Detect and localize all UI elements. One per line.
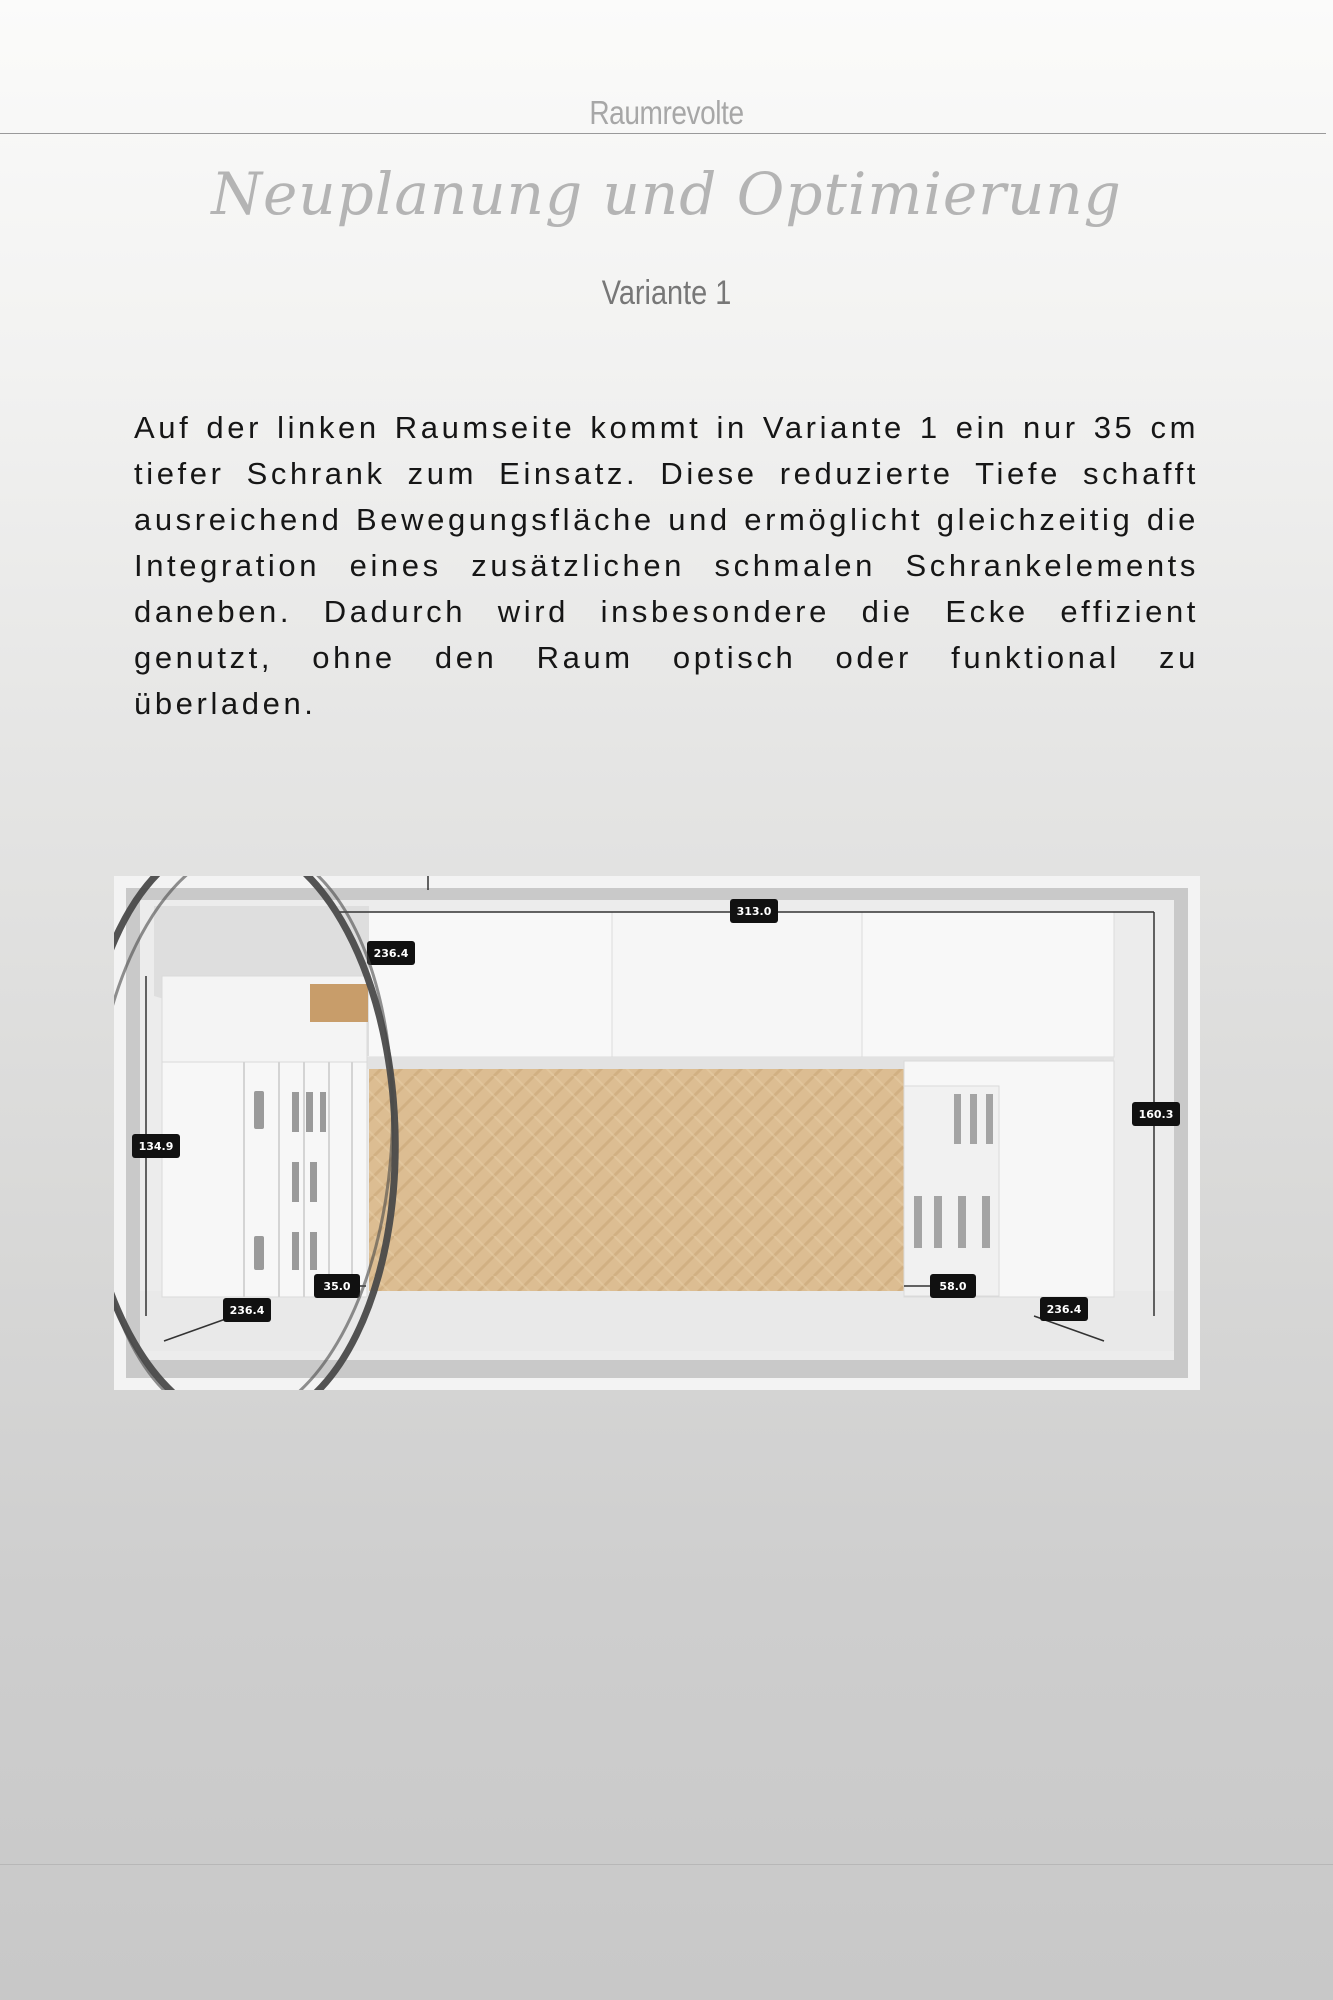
floorplan-rendering (114, 876, 1200, 1390)
right-shelf-unit (904, 1086, 999, 1296)
svg-text:160.3: 160.3 (1138, 1108, 1174, 1121)
variant-subtitle: Variante 1 (601, 274, 732, 312)
dim-label-left-cabinet-depth (314, 1274, 360, 1298)
dim-label-right-cabinet-depth (930, 1274, 976, 1298)
top-cabinet-2 (612, 912, 862, 1057)
svg-text:236.4: 236.4 (1046, 1303, 1082, 1316)
svg-text:134.9: 134.9 (138, 1140, 174, 1153)
svg-text:313.0: 313.0 (736, 905, 772, 918)
svg-text:35.0: 35.0 (323, 1280, 351, 1293)
footer-divider (0, 1864, 1333, 1865)
floor-front-strip (140, 1291, 1174, 1351)
dim-label-left-height (132, 1134, 180, 1158)
svg-text:58.0: 58.0 (939, 1280, 967, 1293)
dim-label-left-bottom-depth (223, 1298, 271, 1322)
description-paragraph: Auf der linken Raumseite kommt in Variante 1 ein nur 35 cm tiefer Schrank zum Einsatz. Diese reduzierte Tiefe schafft ausreichend Bewegungsfläche und ermöglicht gleichzeitig die Integration eines zusätzlichen schmalen Schrankelements daneben. Dadurch wird insbesondere die Ecke effizient genutzt, ohne den Raum optisch oder funktional zu überladen. (134, 410, 1199, 721)
svg-text:236.4: 236.4 (373, 947, 409, 960)
brand-name: Raumrevolte (589, 94, 744, 131)
top-cabinet-3 (862, 912, 1114, 1057)
script-title: Neuplanung und Optimierung (211, 160, 1122, 228)
top-cabinet-1 (366, 912, 612, 1057)
svg-text:236.4: 236.4 (229, 1304, 265, 1317)
floor-herringbone (369, 1056, 904, 1291)
left-corner-wood-panel (310, 984, 368, 1022)
header-divider (0, 133, 1326, 134)
dim-label-top-width (730, 899, 778, 923)
left-cabinet (162, 1062, 367, 1297)
dim-label-right-bottom-depth (1040, 1297, 1088, 1321)
dim-label-right-height (1132, 1102, 1180, 1126)
dim-label-left-top-depth (367, 941, 415, 965)
